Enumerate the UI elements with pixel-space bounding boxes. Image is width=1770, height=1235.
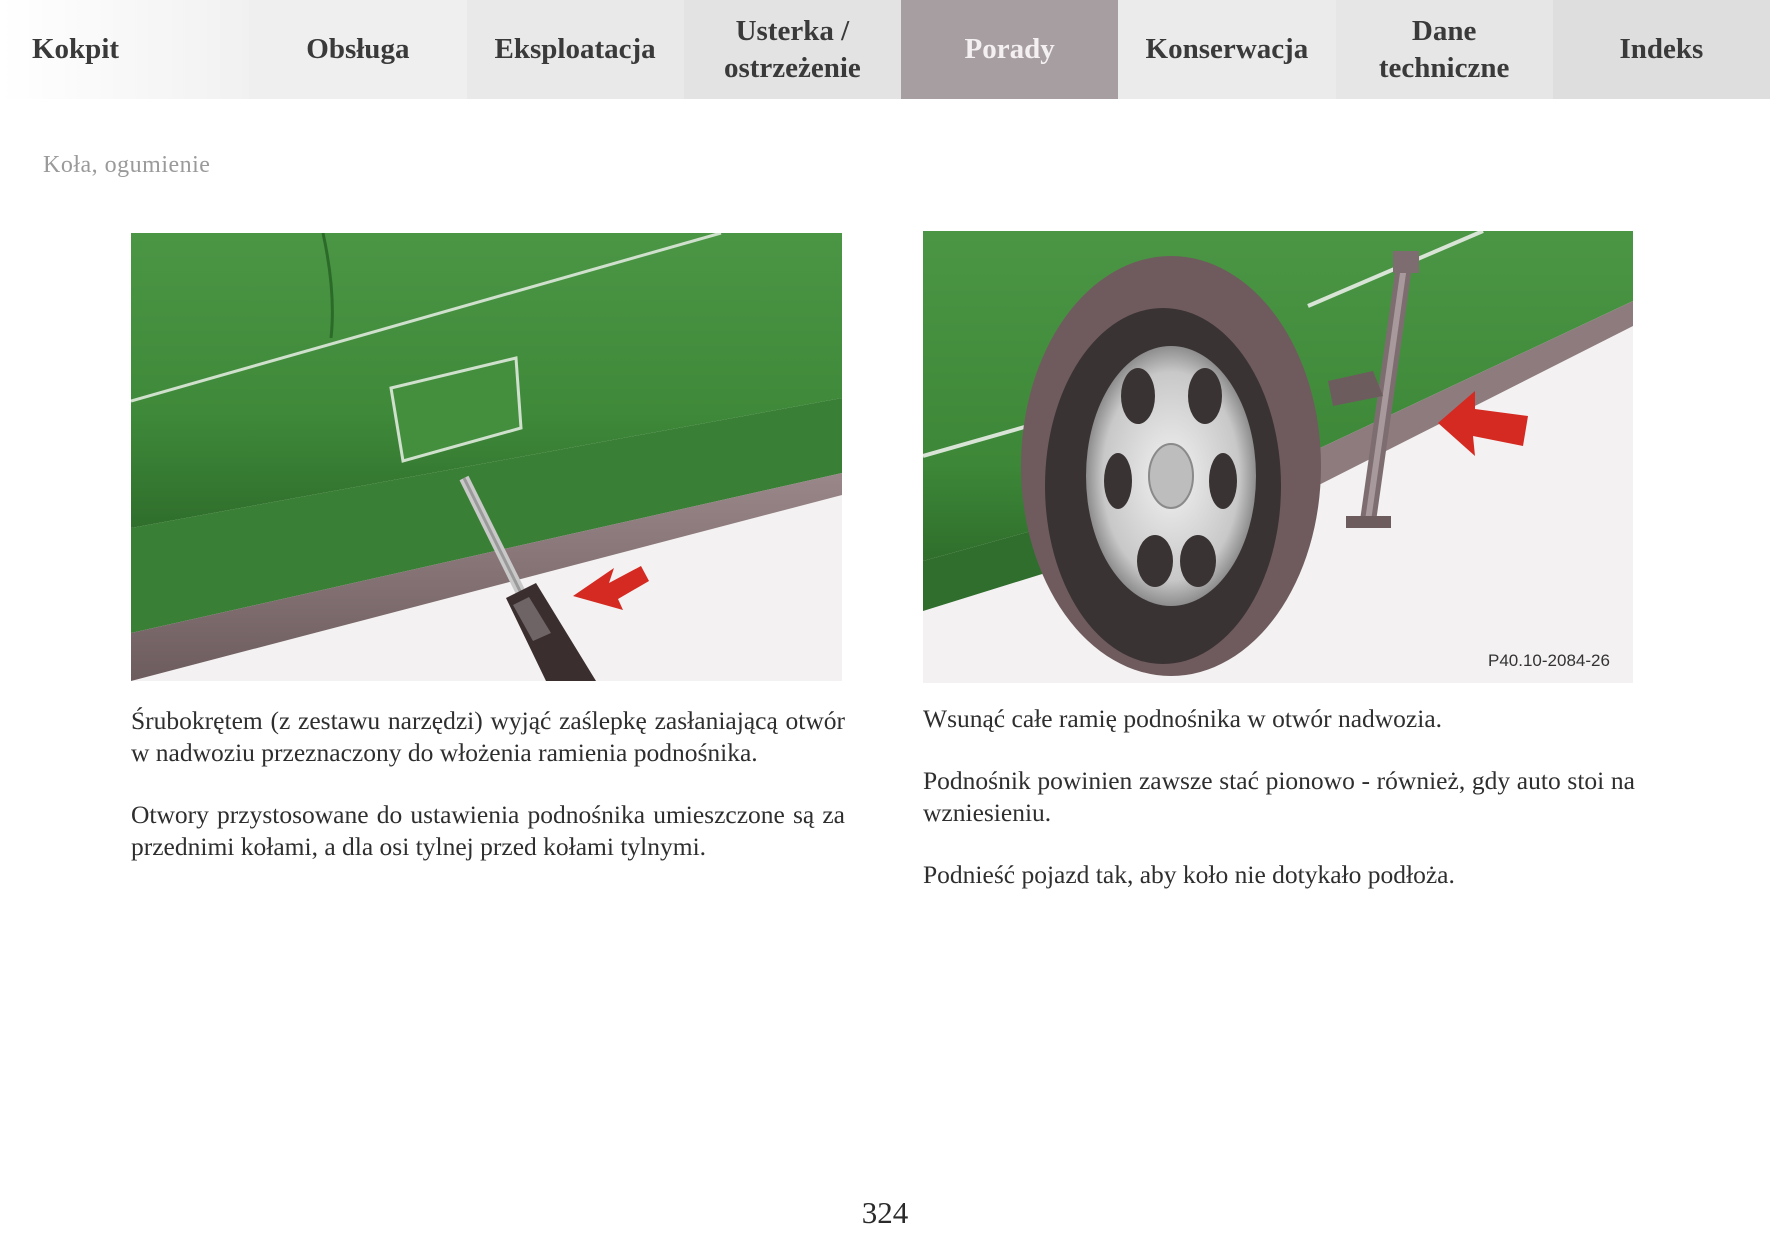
- left-column-text: [131, 705, 845, 893]
- tab-porady[interactable]: [901, 0, 1118, 99]
- paragraph: Śrubokrętem (z zestawu narzędzi) wyjąć zaślepkę zasłaniającą otwór w nadwoziu przeznaczony do włożenia ramienia podnośnika.: [131, 706, 845, 767]
- tab-dane-techniczne[interactable]: [1336, 0, 1553, 99]
- tab-label: Kokpit: [32, 33, 120, 65]
- paragraph: Podnieść pojazd tak, aby koło nie dotykało podłoża.: [923, 860, 1455, 889]
- tab-label-line-1: Usterka /: [735, 14, 850, 47]
- section-title: Koła, ogumienie: [43, 152, 211, 178]
- illustration-jack-inserted: [923, 231, 1633, 683]
- tab-label: Konserwacja: [1145, 33, 1309, 65]
- tab-label: Obsługa: [306, 33, 410, 65]
- tab-label-line-2: ostrzeżenie: [723, 51, 861, 84]
- tab-label: Porady: [964, 33, 1055, 65]
- tab-label: Eksploatacja: [494, 33, 656, 65]
- paragraph: Wsunąć całe ramię podnośnika w otwór nadwozia.: [923, 704, 1443, 733]
- tab-label-line-2: techniczne: [1378, 51, 1510, 84]
- tab-konserwacja[interactable]: [1118, 0, 1335, 99]
- tab-obsluga[interactable]: [249, 0, 466, 99]
- tab-label-line-1: Dane: [1411, 14, 1477, 47]
- illustration-screwdriver-cover: [131, 233, 842, 681]
- paragraph: Otwory przystosowane do ustawienia podnośnika umieszczone są za przednimi kołami, a dla osi tylnej przed kołami tylnymi.: [131, 800, 845, 861]
- page-number: 324: [861, 1195, 909, 1230]
- tab-usterka[interactable]: [684, 0, 901, 99]
- figure-code: P40.10-2084-26: [1488, 651, 1610, 670]
- section-tabs: [0, 0, 1770, 99]
- tab-kokpit[interactable]: [0, 0, 249, 99]
- right-column-text: [923, 703, 1635, 921]
- tab-eksploatacja[interactable]: [467, 0, 684, 99]
- tab-indeks[interactable]: [1553, 0, 1770, 99]
- paragraph: Podnośnik powinien zawsze stać pionowo - również, gdy auto stoi na wzniesieniu.: [923, 766, 1635, 827]
- tab-label: Indeks: [1619, 33, 1704, 65]
